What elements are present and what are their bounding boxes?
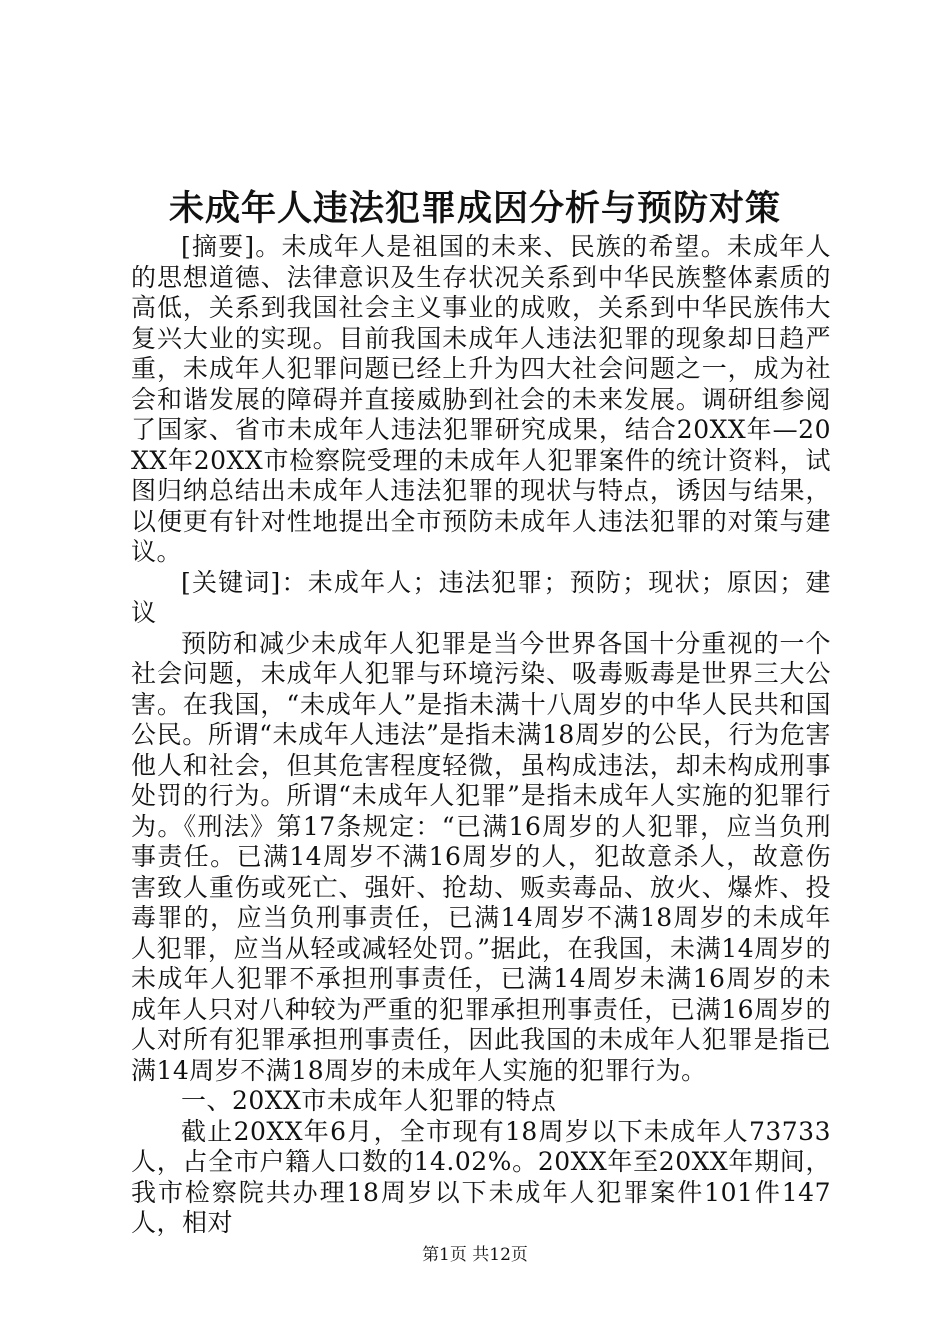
keywords-paragraph: [关键词]：未成年人；违法犯罪；预防；现状；原因；建议	[131, 567, 831, 627]
intro-paragraph: 预防和减少未成年人犯罪是当今世界各国十分重视的一个社会问题，未成年人犯罪与环境污染、吸毒贩毒是世界三大公害。在我国，“未成年人”是指未满十八周岁的中华人民共和国公民。所谓“未成年人违法”是指未满18周岁的公民，行为危害他人和社会，但其危害程度轻微，虽构成违法，却未构成刑事处罚的行为。所谓“未成年人犯罪”是指未成年人实施的犯罪行为。《刑法》第17条规定：“已满16周岁的人犯罪，应当负刑事责任。已满14周岁不满16周岁的人，犯故意杀人，故意伤害致人重伤或死亡、强奸、抢劫、贩卖毒品、放火、爆炸、投毒罪的，应当负刑事责任，已满14周岁不满18周岁的未成年人犯罪，应当从轻或减轻处罚。”据此，在我国，未满14周岁的未成年人犯罪不承担刑事责任，已满14周岁未满16周岁的未成年人只对八种较为严重的犯罪承担刑事责任，已满16周岁的人对所有犯罪承担刑事责任，因此我国的未成年人犯罪是指已满14周岁不满18周岁的未成年人实施的犯罪行为。	[131, 628, 831, 1085]
document-body	[131, 232, 831, 1239]
abstract-paragraph: [摘要]。未成年人是祖国的未来、民族的希望。未成年人的思想道德、法律意识及生存状况关系到中华民族整体素质的高低，关系到我国社会主义事业的成败，关系到中华民族伟大复兴大业的实现。目前我国未成年人违法犯罪的现象却日趋严重，未成年人犯罪问题已经上升为四大社会问题之一，成为社会和谐发展的障碍并直接威胁到社会的未来发展。调研组参阅了国家、省市未成年人违法犯罪研究成果，结合20XX年—20XX年20XX市检察院受理的未成年人犯罪案件的统计资料，试图归纳总结出未成年人违法犯罪的现状与特点，诱因与结果，以便更有针对性地提出全市预防未成年人违法犯罪的对策与建议。	[131, 232, 831, 566]
page-number-footer: 第1页 共12页	[422, 1245, 528, 1265]
section-heading: 一、20XX市未成年人犯罪的特点	[181, 1086, 557, 1115]
section-paragraph: 截止20XX年6月，全市现有18周岁以下未成年人73733人，占全市户籍人口数的14.02%。20XX年至20XX年期间，我市检察院共办理18周岁以下未成年人犯罪案件101件147人，相对	[131, 1116, 831, 1237]
document-title: 未成年人违法犯罪成因分析与预防对策	[168, 188, 781, 229]
